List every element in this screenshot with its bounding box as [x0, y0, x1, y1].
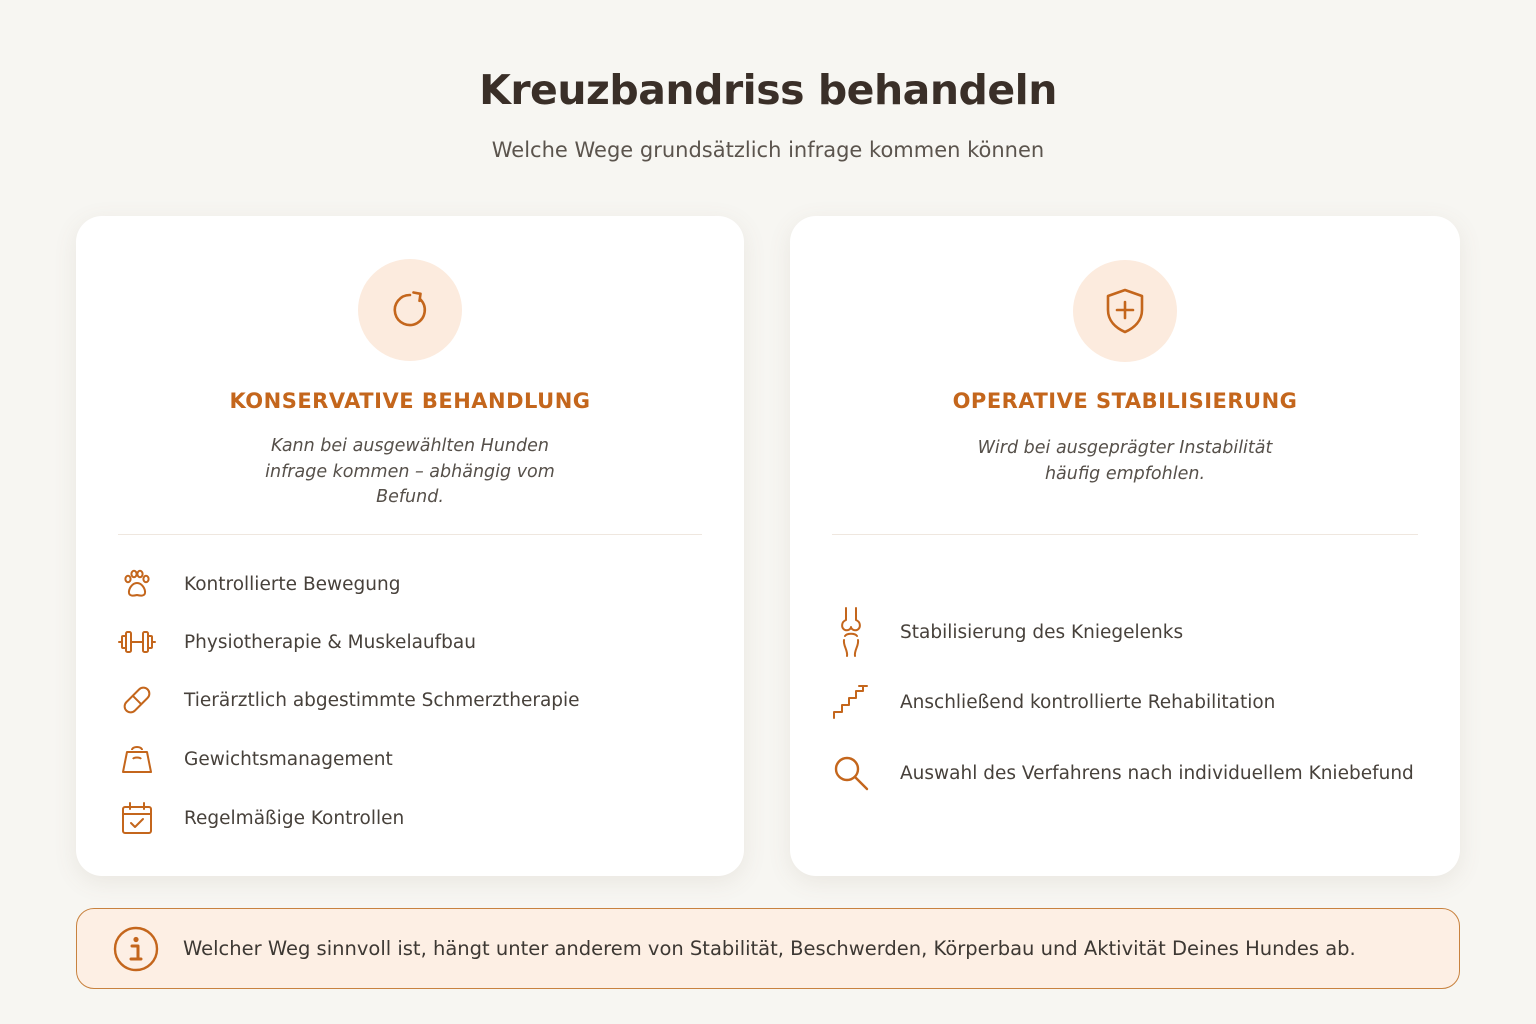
shield-plus-icon: [1073, 260, 1177, 362]
refresh-icon: [358, 259, 462, 361]
list-item: [830, 682, 1275, 722]
pill-icon: [116, 679, 158, 721]
list-item: [830, 612, 1183, 652]
magnifier-icon: [830, 752, 872, 794]
card-description: Kann bei ausgewählten Hunden infrage kommen – abhängig vom Befund.: [265, 436, 555, 507]
knee-joint-icon: [830, 611, 872, 653]
list-item-label: Stabilisierung des Kniegelenks: [900, 621, 1184, 643]
page-subtitle: Welche Wege grundsätzlich infrage kommen können: [491, 138, 1045, 162]
info-text: Welcher Weg sinnvoll ist, hängt unter anderem von Stabilität, Beschwerden, Körperbau und Aktivität Deines Hundes ab.: [183, 937, 1356, 960]
info-icon: [111, 924, 161, 974]
list-item-label: Auswahl des Verfahrens nach individuellem Kniebefund: [900, 762, 1414, 784]
info-box: [76, 908, 1460, 989]
list-item-label: Physiotherapie & Muskelaufbau: [184, 631, 476, 653]
card-title: KONSERVATIVE BEHANDLUNG: [229, 389, 591, 413]
list-item: [116, 798, 404, 838]
calendar-check-icon: [116, 797, 158, 839]
operative-stabilization-card: [790, 216, 1460, 876]
stairs-icon: [830, 681, 872, 723]
list-item-label: Tierärztlich abgestimmte Schmerztherapie: [184, 689, 580, 711]
list-item: [116, 739, 393, 779]
card-description: Wird bei ausgeprägter Instabilität häufig empfohlen.: [977, 438, 1273, 484]
divider: [832, 534, 1418, 535]
paw-icon: [116, 563, 158, 605]
divider: [118, 534, 702, 535]
page-title: Kreuzbandriss behandeln: [479, 66, 1057, 114]
list-item-label: Kontrollierte Bewegung: [184, 573, 401, 595]
list-item: [116, 680, 580, 720]
list-item: [830, 753, 1414, 793]
card-title: OPERATIVE STABILISIERUNG: [952, 389, 1298, 413]
list-item-label: Regelmäßige Kontrollen: [184, 807, 405, 829]
list-item-label: Gewichtsmanagement: [184, 748, 393, 770]
weight-icon: [116, 738, 158, 780]
list-item-label: Anschließend kontrollierte Rehabilitation: [900, 691, 1276, 713]
list-item: [116, 564, 400, 604]
dumbbell-icon: [116, 621, 158, 663]
list-item: [116, 622, 476, 662]
conservative-treatment-card: [76, 216, 744, 876]
